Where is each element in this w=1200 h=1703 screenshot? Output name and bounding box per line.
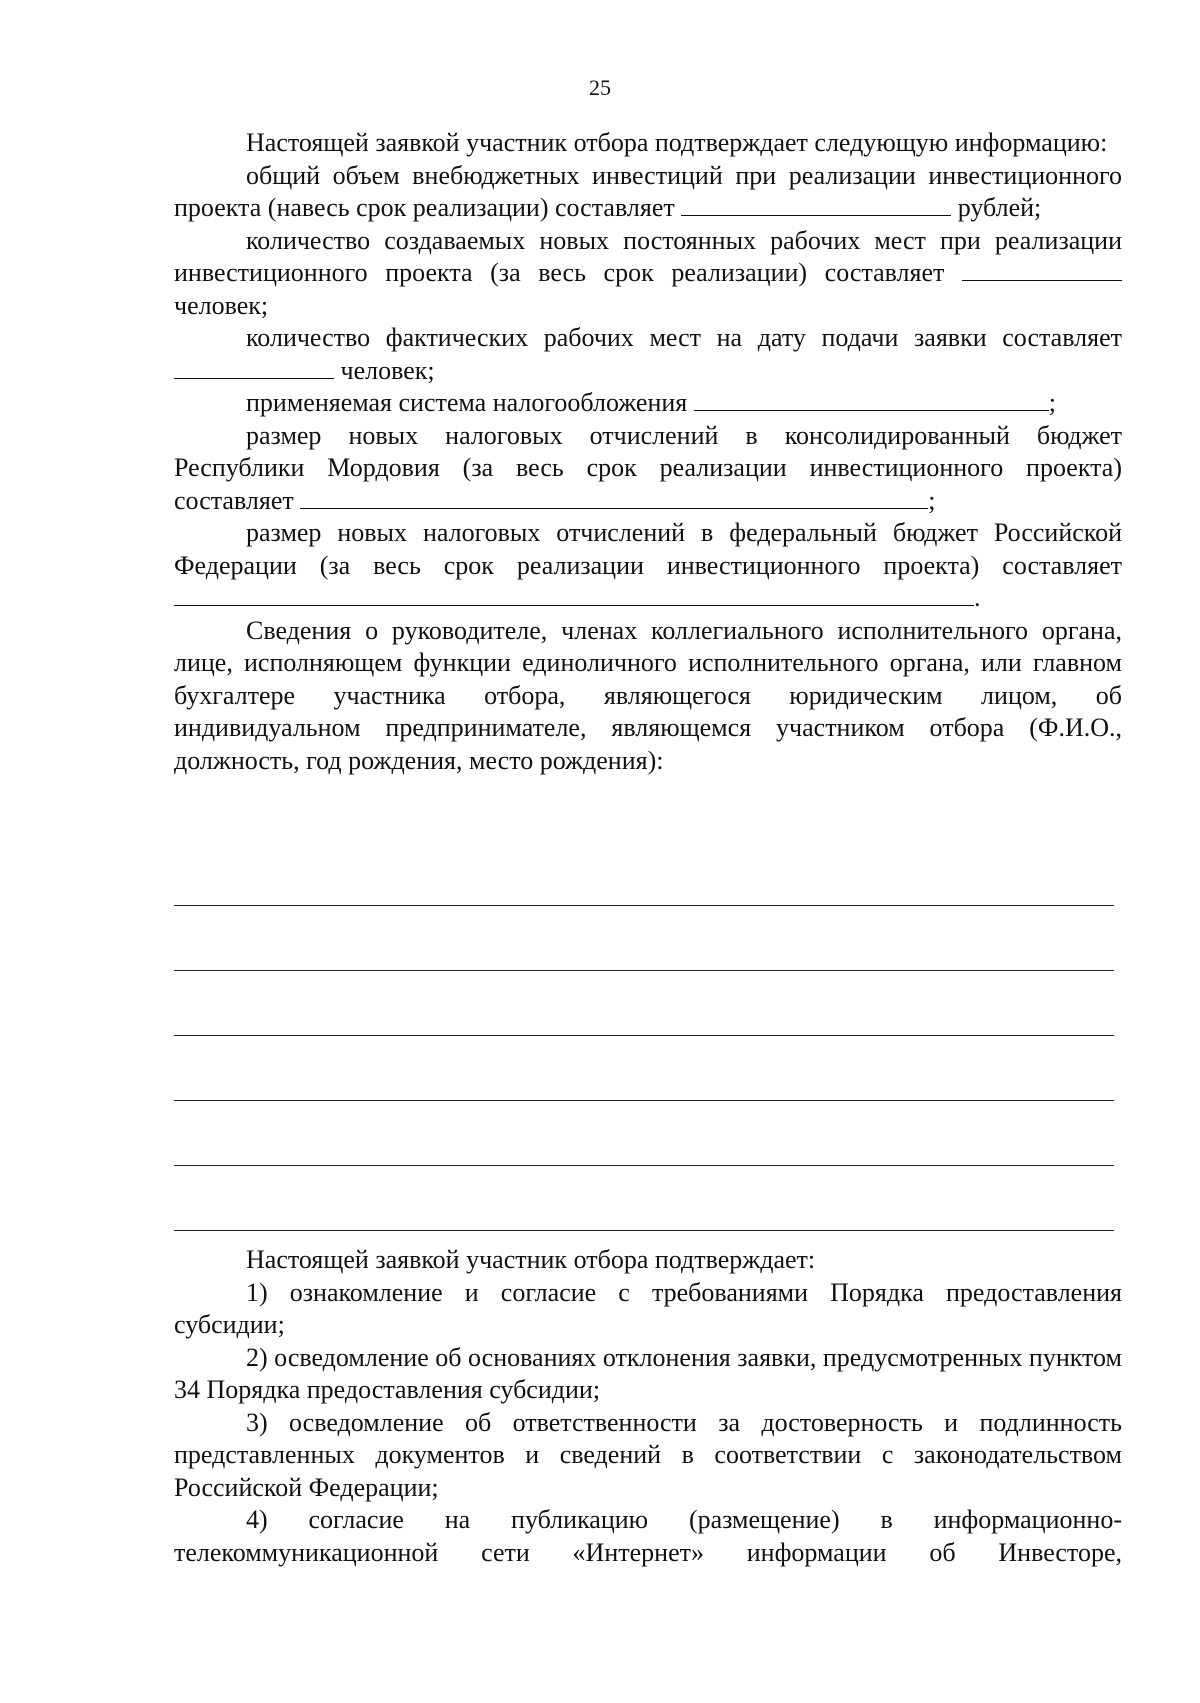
actual-jobs-text: количество фактических рабочих мест на дату подачи заявки составляет xyxy=(246,323,1122,352)
tax-system-text: применяемая система налогообложения xyxy=(246,388,688,417)
regional-tax-text: размер новых налоговых отчислений в консолидированный бюджет Республики Мордовия (за весь срок реализации инвестиционного проекта) составляет xyxy=(174,420,1122,515)
investment-volume-paragraph xyxy=(174,160,1122,225)
confirmation-section xyxy=(174,1244,1122,1569)
new-jobs-text: количество создаваемых новых постоянных рабочих мест при реализации инвестиционного проекта (за весь срок реализации) составляет xyxy=(174,225,1122,287)
confirmation-item-1: 1) ознакомление и согласие с требованиями Порядка предоставления субсидии; xyxy=(174,1277,1122,1339)
manager-info-lines xyxy=(174,905,1114,1295)
page-number: 25 xyxy=(589,75,611,100)
manager-info-line[interactable] xyxy=(174,905,1114,907)
manager-info-paragraph: Сведения о руководителе, членах коллегиального исполнительного органа, лице, исполняющем функции единоличного исполнительного органа, или главном бухгалтере участника отбора, являющегося юридическим лицом, об индивидуальном предпринимателе, являющемся участником отбора (Ф.И.О., должность, год рождения, место рождения): xyxy=(174,615,1122,775)
actual-jobs-blank[interactable] xyxy=(174,356,334,379)
confirmation-item-4: 4) согласие на публикацию (размещение) в информационно-телекоммуникационной сети «Интернет» информации об Инвесторе, xyxy=(174,1505,1122,1567)
actual-jobs-unit: человек; xyxy=(340,355,435,385)
manager-info-line[interactable] xyxy=(174,1035,1114,1037)
federal-tax-text: размер новых налоговых отчислений в федеральный бюджет Российской Федерации (за весь срок реализации инвестиционного проекта) составляет xyxy=(174,518,1122,580)
new-jobs-unit: человек; xyxy=(174,290,269,320)
confirmation-item-2: 2) осведомление об основаниях отклонения заявки, предусмотренных пунктом 34 Порядка предоставления субсидии; xyxy=(174,1342,1122,1404)
new-jobs-paragraph xyxy=(174,225,1122,323)
confirmation-item-3: 3) осведомление об ответственности за достоверность и подлинность представленных документов и сведений в соответствии с законодательством Российской Федерации; xyxy=(174,1407,1122,1502)
tax-system-punct: ; xyxy=(1048,388,1056,417)
manager-info-line[interactable] xyxy=(174,1100,1114,1102)
investment-volume-blank[interactable] xyxy=(681,193,951,216)
manager-info-line[interactable] xyxy=(174,1165,1114,1167)
actual-jobs-paragraph xyxy=(174,322,1122,387)
intro-paragraph: Настоящей заявкой участник отбора подтверждает следующую информацию: xyxy=(246,128,1108,157)
manager-info-line[interactable] xyxy=(174,1230,1114,1232)
regional-tax-paragraph xyxy=(174,420,1122,518)
new-jobs-blank[interactable] xyxy=(962,258,1122,281)
tax-system-paragraph xyxy=(174,387,1122,420)
form-body xyxy=(174,127,1122,777)
federal-tax-paragraph xyxy=(174,517,1122,615)
manager-info-line[interactable] xyxy=(174,970,1114,972)
confirmation-heading: Настоящей заявкой участник отбора подтверждает: xyxy=(246,1245,816,1274)
tax-system-blank[interactable] xyxy=(694,388,1049,411)
regional-tax-blank[interactable] xyxy=(300,486,928,509)
investment-volume-unit: рублей; xyxy=(957,193,1042,222)
investment-volume-text: общий объем внебюджетных инвестиций при реализации инвестиционного проекта (навесь срок реализации) составляет xyxy=(174,160,1122,222)
federal-tax-punct: . xyxy=(974,583,981,612)
regional-tax-punct: ; xyxy=(928,485,936,515)
federal-tax-blank[interactable] xyxy=(174,583,974,606)
